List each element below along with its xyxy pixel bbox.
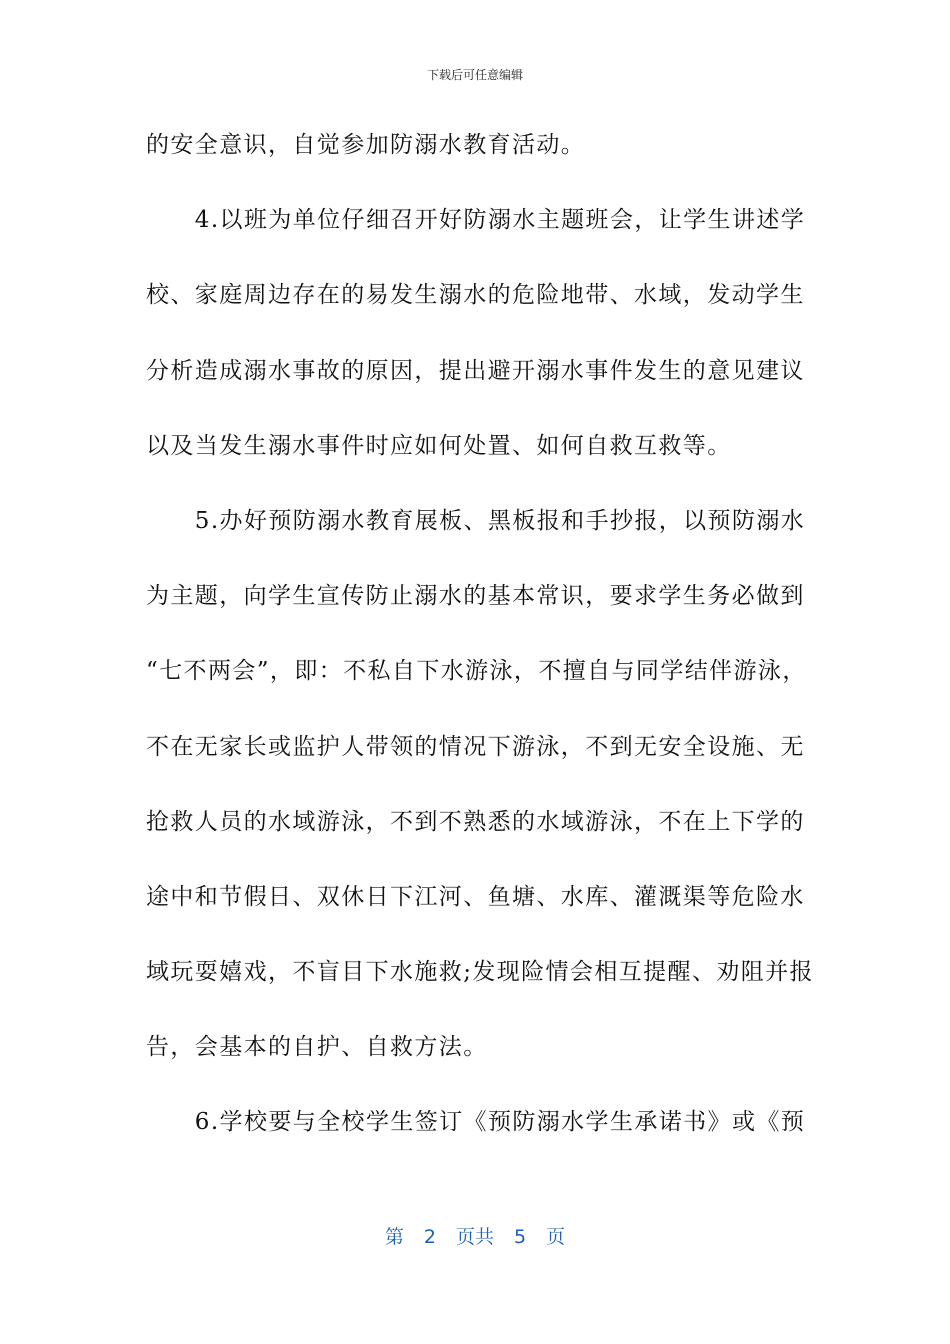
text-line-14: 6.学校要与全校学生签订《预防溺水学生承诺书》或《预 — [146, 1109, 806, 1136]
text-line-1: 的安全意识，自觉参加防溺水教育活动。 — [146, 132, 586, 158]
text-line-8: “七不两会”，即：不私自下水游泳，不擅自与同学结伴游泳， — [146, 658, 807, 685]
text-line-6: 5.办好预防溺水教育展板、黑板报和手抄报，以预防溺水 — [146, 507, 806, 534]
text-line-3: 校、家庭周边存在的易发生溺水的危险地带、水域，发动学生 — [146, 282, 805, 309]
text-line-12: 域玩耍嬉戏，不盲目下水施救;发现险情会相互提醒、劝阻并报 — [146, 959, 814, 986]
text-line-7: 为主题，向学生宣传防止溺水的基本常识，要求学生务必做到 — [146, 583, 805, 610]
text-line-11: 途中和节假日、双休日下江河、鱼塘、水库、灌溉渠等危险水 — [146, 883, 805, 910]
text-line-2: 4.以班为单位仔细召开好防溺水主题班会，让学生讲述学 — [146, 207, 806, 234]
text-line-5: 以及当发生溺水事件时应如何处置、如何自救互救等。 — [146, 432, 732, 459]
document-body — [146, 118, 814, 1171]
text-line-10: 抢救人员的水域游泳，不到不熟悉的水域游泳，不在上下学的 — [146, 808, 805, 835]
text-line-13: 告，会基本的自护、自救方法。 — [146, 1034, 488, 1061]
text-line-9: 不在无家长或监护人带领的情况下游泳，不到无安全设施、无 — [146, 733, 805, 760]
text-line-4: 分析造成溺水事故的原因，提出避开溺水事件发生的意见建议 — [146, 357, 805, 384]
page-header: 下载后可任意编辑 — [426, 68, 523, 82]
page-number-footer: 第 2 页共 5 页 — [384, 1226, 566, 1248]
